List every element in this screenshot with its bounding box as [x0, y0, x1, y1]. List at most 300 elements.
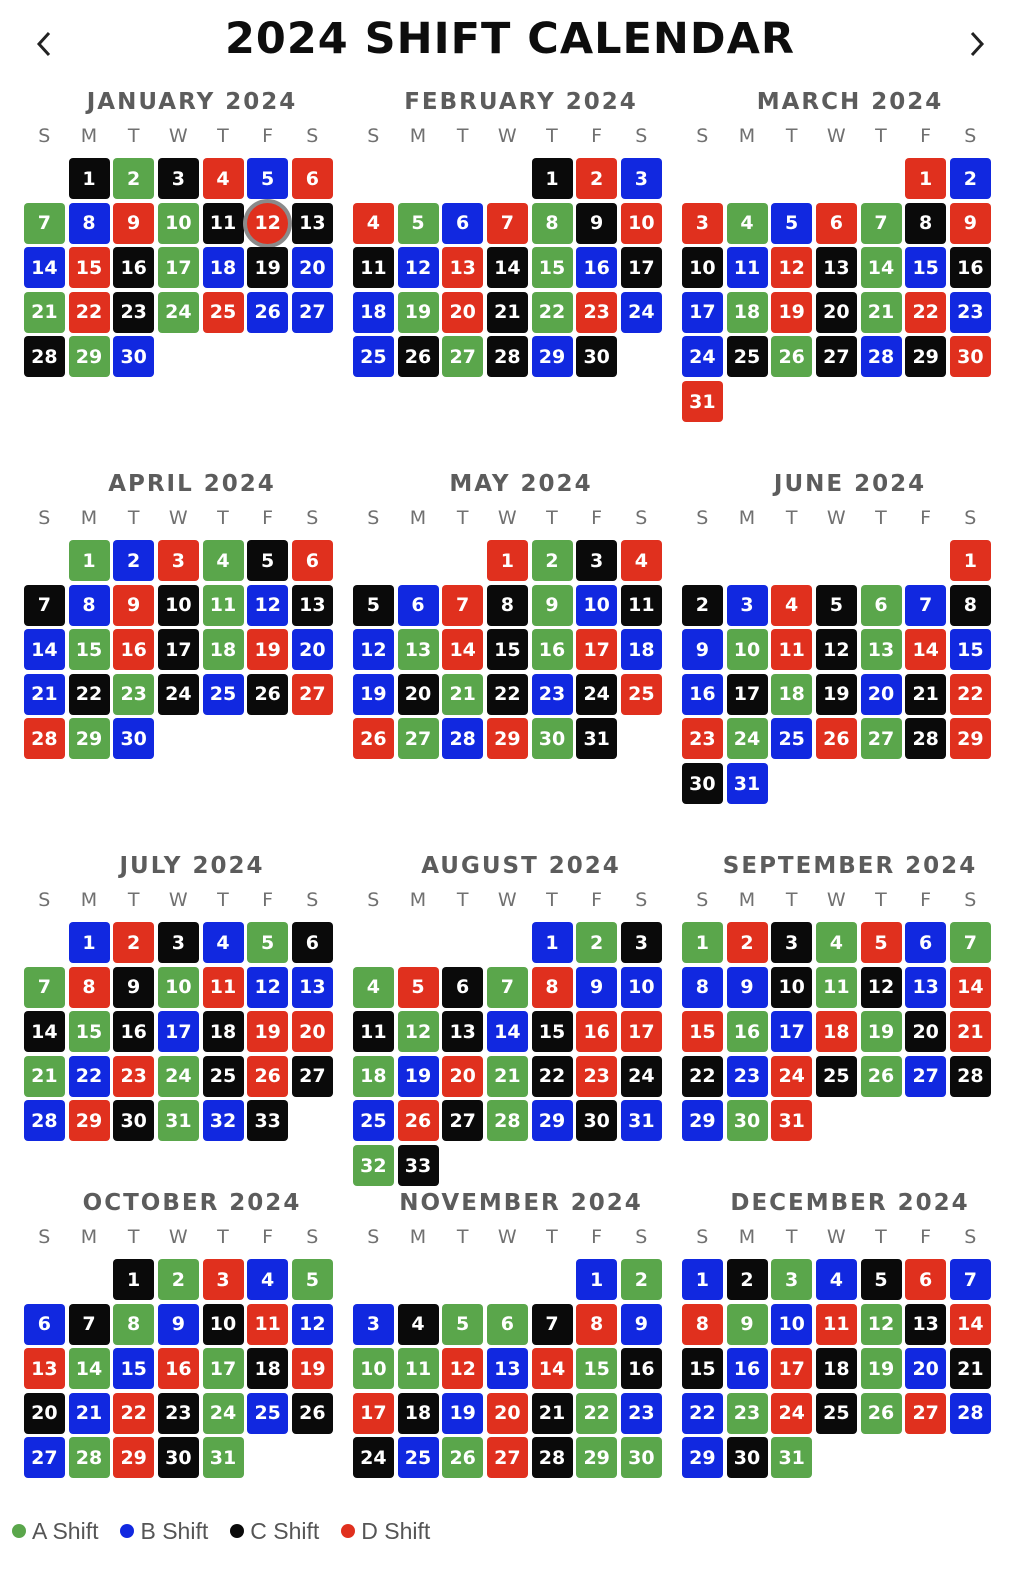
- day-cell[interactable]: 19: [861, 1011, 902, 1052]
- day-cell[interactable]: 9: [158, 1304, 199, 1345]
- day-cell[interactable]: 18: [203, 629, 244, 670]
- day-cell[interactable]: 4: [353, 203, 394, 244]
- day-cell[interactable]: 27: [905, 1056, 946, 1097]
- day-cell[interactable]: 26: [442, 1437, 483, 1478]
- day-cell[interactable]: 28: [69, 1437, 110, 1478]
- day-cell[interactable]: 19: [247, 1011, 288, 1052]
- day-cell[interactable]: 5: [292, 1259, 333, 1300]
- day-cell[interactable]: 26: [247, 1056, 288, 1097]
- day-cell[interactable]: 11: [203, 203, 244, 244]
- day-cell[interactable]: 19: [398, 292, 439, 333]
- day-cell[interactable]: 16: [113, 1011, 154, 1052]
- day-cell[interactable]: 2: [682, 585, 723, 626]
- day-cell[interactable]: 9: [576, 203, 617, 244]
- day-cell[interactable]: 2: [158, 1259, 199, 1300]
- day-cell[interactable]: 21: [487, 1056, 528, 1097]
- day-cell[interactable]: 6: [816, 203, 857, 244]
- day-cell[interactable]: 10: [158, 203, 199, 244]
- day-cell[interactable]: 30: [727, 1437, 768, 1478]
- day-cell[interactable]: 24: [203, 1393, 244, 1434]
- day-cell[interactable]: 1: [69, 922, 110, 963]
- day-cell[interactable]: 22: [905, 292, 946, 333]
- day-cell[interactable]: 25: [727, 336, 768, 377]
- day-cell[interactable]: 8: [487, 585, 528, 626]
- day-cell[interactable]: 20: [442, 1056, 483, 1097]
- day-cell[interactable]: 21: [442, 674, 483, 715]
- day-cell[interactable]: 19: [247, 247, 288, 288]
- day-cell[interactable]: 23: [158, 1393, 199, 1434]
- day-cell[interactable]: 9: [950, 203, 991, 244]
- day-cell[interactable]: 17: [621, 247, 662, 288]
- day-cell[interactable]: 2: [113, 158, 154, 199]
- day-cell[interactable]: 14: [861, 247, 902, 288]
- day-cell[interactable]: 25: [203, 292, 244, 333]
- day-cell[interactable]: 14: [950, 1304, 991, 1345]
- day-cell[interactable]: 33: [247, 1100, 288, 1141]
- day-cell[interactable]: 21: [487, 292, 528, 333]
- day-cell[interactable]: 17: [353, 1393, 394, 1434]
- day-cell[interactable]: 28: [905, 718, 946, 759]
- day-cell[interactable]: 27: [398, 718, 439, 759]
- day-cell[interactable]: 12: [442, 1348, 483, 1389]
- day-cell[interactable]: 12: [861, 1304, 902, 1345]
- day-cell[interactable]: 16: [950, 247, 991, 288]
- day-cell[interactable]: 7: [24, 585, 65, 626]
- day-cell[interactable]: 31: [771, 1100, 812, 1141]
- day-cell[interactable]: 18: [727, 292, 768, 333]
- day-cell[interactable]: 19: [771, 292, 812, 333]
- day-cell[interactable]: 23: [113, 292, 154, 333]
- day-cell[interactable]: 16: [158, 1348, 199, 1389]
- day-cell[interactable]: 18: [816, 1011, 857, 1052]
- day-cell[interactable]: 31: [727, 763, 768, 804]
- day-cell[interactable]: 8: [576, 1304, 617, 1345]
- day-cell[interactable]: 16: [576, 1011, 617, 1052]
- day-cell[interactable]: 31: [682, 381, 723, 422]
- day-cell[interactable]: 17: [682, 292, 723, 333]
- day-cell[interactable]: 30: [576, 1100, 617, 1141]
- day-cell[interactable]: 16: [113, 247, 154, 288]
- day-cell[interactable]: 7: [905, 585, 946, 626]
- day-cell[interactable]: 24: [353, 1437, 394, 1478]
- day-cell[interactable]: 10: [576, 585, 617, 626]
- day-cell[interactable]: 31: [203, 1437, 244, 1478]
- day-cell[interactable]: 19: [247, 629, 288, 670]
- day-cell[interactable]: 4: [771, 585, 812, 626]
- day-cell[interactable]: 21: [905, 674, 946, 715]
- day-cell[interactable]: 30: [576, 336, 617, 377]
- day-cell[interactable]: 22: [69, 292, 110, 333]
- day-cell[interactable]: 10: [682, 247, 723, 288]
- day-cell[interactable]: 21: [950, 1011, 991, 1052]
- day-cell[interactable]: 14: [24, 629, 65, 670]
- day-cell[interactable]: 8: [69, 203, 110, 244]
- day-cell[interactable]: 1: [950, 540, 991, 581]
- day-cell[interactable]: 10: [771, 1304, 812, 1345]
- day-cell[interactable]: 29: [682, 1100, 723, 1141]
- day-cell[interactable]: 16: [576, 247, 617, 288]
- day-cell[interactable]: 25: [247, 1393, 288, 1434]
- day-cell[interactable]: 30: [621, 1437, 662, 1478]
- day-cell[interactable]: 30: [113, 1100, 154, 1141]
- day-cell[interactable]: 15: [487, 629, 528, 670]
- day-cell[interactable]: 22: [682, 1056, 723, 1097]
- day-cell[interactable]: 11: [771, 629, 812, 670]
- day-cell[interactable]: 20: [24, 1393, 65, 1434]
- day-cell[interactable]: 15: [682, 1011, 723, 1052]
- day-cell[interactable]: 9: [576, 967, 617, 1008]
- day-cell[interactable]: 6: [398, 585, 439, 626]
- day-cell[interactable]: 24: [158, 292, 199, 333]
- day-cell[interactable]: 25: [816, 1056, 857, 1097]
- day-cell[interactable]: 9: [727, 1304, 768, 1345]
- day-cell[interactable]: 19: [353, 674, 394, 715]
- day-cell[interactable]: 4: [398, 1304, 439, 1345]
- day-cell[interactable]: 31: [621, 1100, 662, 1141]
- day-cell[interactable]: 5: [247, 540, 288, 581]
- day-cell[interactable]: 5: [816, 585, 857, 626]
- day-cell[interactable]: 4: [203, 158, 244, 199]
- day-cell[interactable]: 23: [950, 292, 991, 333]
- day-cell[interactable]: 12: [771, 247, 812, 288]
- day-cell[interactable]: 16: [727, 1011, 768, 1052]
- day-cell[interactable]: 5: [442, 1304, 483, 1345]
- day-cell[interactable]: 6: [487, 1304, 528, 1345]
- day-cell[interactable]: 21: [69, 1393, 110, 1434]
- day-cell[interactable]: 15: [532, 247, 573, 288]
- day-cell[interactable]: 1: [576, 1259, 617, 1300]
- day-cell[interactable]: 27: [442, 336, 483, 377]
- day-cell[interactable]: 7: [24, 967, 65, 1008]
- day-cell[interactable]: 22: [532, 1056, 573, 1097]
- day-cell[interactable]: 18: [353, 1056, 394, 1097]
- day-cell[interactable]: 18: [203, 247, 244, 288]
- day-cell[interactable]: 20: [861, 674, 902, 715]
- day-cell[interactable]: 24: [621, 1056, 662, 1097]
- day-cell[interactable]: 25: [771, 718, 812, 759]
- day-cell[interactable]: 6: [292, 540, 333, 581]
- day-cell[interactable]: 9: [682, 629, 723, 670]
- day-cell[interactable]: 1: [532, 922, 573, 963]
- day-cell[interactable]: 18: [621, 629, 662, 670]
- day-cell[interactable]: 4: [203, 540, 244, 581]
- day-cell[interactable]: 24: [158, 1056, 199, 1097]
- day-cell[interactable]: 7: [487, 203, 528, 244]
- day-cell[interactable]: 11: [816, 1304, 857, 1345]
- day-cell[interactable]: 16: [532, 629, 573, 670]
- day-cell[interactable]: 25: [203, 674, 244, 715]
- day-cell[interactable]: 18: [353, 292, 394, 333]
- day-cell[interactable]: 13: [442, 1011, 483, 1052]
- day-cell[interactable]: 1: [682, 922, 723, 963]
- day-cell[interactable]: 28: [950, 1393, 991, 1434]
- day-cell[interactable]: 7: [950, 1259, 991, 1300]
- day-cell[interactable]: 11: [621, 585, 662, 626]
- day-cell[interactable]: 3: [158, 158, 199, 199]
- day-cell[interactable]: 19: [442, 1393, 483, 1434]
- day-cell[interactable]: 29: [682, 1437, 723, 1478]
- day-cell[interactable]: 26: [247, 292, 288, 333]
- day-cell[interactable]: 20: [398, 674, 439, 715]
- day-cell[interactable]: 29: [69, 718, 110, 759]
- day-cell[interactable]: 14: [487, 1011, 528, 1052]
- day-cell[interactable]: 28: [442, 718, 483, 759]
- day-cell[interactable]: 27: [292, 292, 333, 333]
- day-cell[interactable]: 6: [861, 585, 902, 626]
- day-cell[interactable]: 5: [771, 203, 812, 244]
- day-cell[interactable]: 7: [69, 1304, 110, 1345]
- day-cell[interactable]: 11: [816, 967, 857, 1008]
- day-cell[interactable]: 25: [398, 1437, 439, 1478]
- day-cell[interactable]: 11: [203, 585, 244, 626]
- day-cell[interactable]: 25: [353, 336, 394, 377]
- day-cell[interactable]: 11: [353, 1011, 394, 1052]
- day-cell[interactable]: 7: [24, 203, 65, 244]
- day-cell[interactable]: 4: [353, 967, 394, 1008]
- day-cell[interactable]: 5: [247, 922, 288, 963]
- day-cell[interactable]: 30: [158, 1437, 199, 1478]
- day-cell[interactable]: 10: [621, 203, 662, 244]
- day-cell[interactable]: 1: [532, 158, 573, 199]
- day-cell[interactable]: 28: [861, 336, 902, 377]
- day-cell[interactable]: 28: [24, 336, 65, 377]
- day-cell[interactable]: 1: [113, 1259, 154, 1300]
- day-cell[interactable]: 33: [398, 1145, 439, 1186]
- day-cell[interactable]: 3: [158, 540, 199, 581]
- day-cell[interactable]: 1: [682, 1259, 723, 1300]
- day-cell[interactable]: 3: [576, 540, 617, 581]
- day-cell[interactable]: 27: [442, 1100, 483, 1141]
- day-cell[interactable]: 26: [398, 336, 439, 377]
- day-cell[interactable]: 23: [621, 1393, 662, 1434]
- day-cell[interactable]: 10: [353, 1348, 394, 1389]
- day-cell[interactable]: 22: [487, 674, 528, 715]
- day-cell[interactable]: 18: [203, 1011, 244, 1052]
- day-cell[interactable]: 8: [682, 1304, 723, 1345]
- day-cell-today[interactable]: 12: [247, 203, 288, 244]
- day-cell[interactable]: 30: [113, 718, 154, 759]
- day-cell[interactable]: 9: [113, 967, 154, 1008]
- day-cell[interactable]: 8: [532, 967, 573, 1008]
- day-cell[interactable]: 12: [861, 967, 902, 1008]
- day-cell[interactable]: 13: [292, 585, 333, 626]
- day-cell[interactable]: 23: [113, 674, 154, 715]
- day-cell[interactable]: 24: [682, 336, 723, 377]
- day-cell[interactable]: 25: [203, 1056, 244, 1097]
- day-cell[interactable]: 28: [24, 718, 65, 759]
- day-cell[interactable]: 13: [816, 247, 857, 288]
- day-cell[interactable]: 26: [816, 718, 857, 759]
- day-cell[interactable]: 11: [353, 247, 394, 288]
- day-cell[interactable]: 15: [113, 1348, 154, 1389]
- day-cell[interactable]: 14: [24, 1011, 65, 1052]
- day-cell[interactable]: 13: [905, 1304, 946, 1345]
- day-cell[interactable]: 1: [69, 158, 110, 199]
- day-cell[interactable]: 5: [398, 967, 439, 1008]
- day-cell[interactable]: 6: [442, 967, 483, 1008]
- day-cell[interactable]: 12: [353, 629, 394, 670]
- day-cell[interactable]: 21: [950, 1348, 991, 1389]
- day-cell[interactable]: 9: [113, 203, 154, 244]
- day-cell[interactable]: 28: [487, 336, 528, 377]
- day-cell[interactable]: 29: [69, 1100, 110, 1141]
- day-cell[interactable]: 4: [727, 203, 768, 244]
- day-cell[interactable]: 20: [487, 1393, 528, 1434]
- day-cell[interactable]: 2: [113, 540, 154, 581]
- day-cell[interactable]: 2: [532, 540, 573, 581]
- day-cell[interactable]: 13: [861, 629, 902, 670]
- day-cell[interactable]: 23: [576, 1056, 617, 1097]
- day-cell[interactable]: 22: [532, 292, 573, 333]
- day-cell[interactable]: 10: [203, 1304, 244, 1345]
- day-cell[interactable]: 13: [292, 967, 333, 1008]
- day-cell[interactable]: 17: [158, 247, 199, 288]
- day-cell[interactable]: 12: [398, 1011, 439, 1052]
- day-cell[interactable]: 20: [292, 1011, 333, 1052]
- day-cell[interactable]: 6: [292, 158, 333, 199]
- day-cell[interactable]: 6: [24, 1304, 65, 1345]
- day-cell[interactable]: 17: [158, 1011, 199, 1052]
- day-cell[interactable]: 17: [576, 629, 617, 670]
- day-cell[interactable]: 5: [398, 203, 439, 244]
- day-cell[interactable]: 28: [24, 1100, 65, 1141]
- day-cell[interactable]: 21: [24, 1056, 65, 1097]
- day-cell[interactable]: 3: [682, 203, 723, 244]
- day-cell[interactable]: 10: [158, 585, 199, 626]
- day-cell[interactable]: 11: [727, 247, 768, 288]
- day-cell[interactable]: 14: [442, 629, 483, 670]
- day-cell[interactable]: 17: [621, 1011, 662, 1052]
- day-cell[interactable]: 26: [247, 674, 288, 715]
- day-cell[interactable]: 15: [69, 1011, 110, 1052]
- day-cell[interactable]: 28: [950, 1056, 991, 1097]
- day-cell[interactable]: 14: [24, 247, 65, 288]
- day-cell[interactable]: 10: [771, 967, 812, 1008]
- day-cell[interactable]: 15: [905, 247, 946, 288]
- day-cell[interactable]: 5: [861, 1259, 902, 1300]
- day-cell[interactable]: 21: [532, 1393, 573, 1434]
- day-cell[interactable]: 25: [621, 674, 662, 715]
- day-cell[interactable]: 11: [398, 1348, 439, 1389]
- chevron-right-icon[interactable]: [957, 24, 997, 64]
- day-cell[interactable]: 8: [69, 585, 110, 626]
- day-cell[interactable]: 28: [487, 1100, 528, 1141]
- day-cell[interactable]: 18: [816, 1348, 857, 1389]
- day-cell[interactable]: 14: [905, 629, 946, 670]
- day-cell[interactable]: 14: [532, 1348, 573, 1389]
- day-cell[interactable]: 30: [113, 336, 154, 377]
- day-cell[interactable]: 31: [771, 1437, 812, 1478]
- day-cell[interactable]: 16: [727, 1348, 768, 1389]
- day-cell[interactable]: 17: [727, 674, 768, 715]
- day-cell[interactable]: 25: [816, 1393, 857, 1434]
- day-cell[interactable]: 26: [861, 1056, 902, 1097]
- day-cell[interactable]: 30: [532, 718, 573, 759]
- day-cell[interactable]: 18: [771, 674, 812, 715]
- day-cell[interactable]: 7: [950, 922, 991, 963]
- day-cell[interactable]: 12: [247, 967, 288, 1008]
- day-cell[interactable]: 15: [682, 1348, 723, 1389]
- day-cell[interactable]: 14: [950, 967, 991, 1008]
- day-cell[interactable]: 17: [158, 629, 199, 670]
- day-cell[interactable]: 7: [442, 585, 483, 626]
- day-cell[interactable]: 32: [353, 1145, 394, 1186]
- day-cell[interactable]: 5: [861, 922, 902, 963]
- day-cell[interactable]: 4: [621, 540, 662, 581]
- day-cell[interactable]: 27: [24, 1437, 65, 1478]
- day-cell[interactable]: 2: [727, 1259, 768, 1300]
- day-cell[interactable]: 4: [816, 1259, 857, 1300]
- day-cell[interactable]: 24: [621, 292, 662, 333]
- day-cell[interactable]: 18: [247, 1348, 288, 1389]
- day-cell[interactable]: 8: [532, 203, 573, 244]
- day-cell[interactable]: 5: [353, 585, 394, 626]
- day-cell[interactable]: 29: [532, 1100, 573, 1141]
- day-cell[interactable]: 15: [69, 629, 110, 670]
- day-cell[interactable]: 19: [816, 674, 857, 715]
- day-cell[interactable]: 3: [621, 922, 662, 963]
- day-cell[interactable]: 19: [398, 1056, 439, 1097]
- day-cell[interactable]: 8: [682, 967, 723, 1008]
- day-cell[interactable]: 19: [292, 1348, 333, 1389]
- day-cell[interactable]: 17: [771, 1348, 812, 1389]
- day-cell[interactable]: 2: [950, 158, 991, 199]
- day-cell[interactable]: 15: [69, 247, 110, 288]
- day-cell[interactable]: 30: [950, 336, 991, 377]
- day-cell[interactable]: 2: [727, 922, 768, 963]
- day-cell[interactable]: 26: [861, 1393, 902, 1434]
- day-cell[interactable]: 2: [576, 158, 617, 199]
- day-cell[interactable]: 12: [398, 247, 439, 288]
- day-cell[interactable]: 26: [398, 1100, 439, 1141]
- day-cell[interactable]: 6: [292, 922, 333, 963]
- day-cell[interactable]: 3: [203, 1259, 244, 1300]
- day-cell[interactable]: 27: [905, 1393, 946, 1434]
- day-cell[interactable]: 13: [442, 247, 483, 288]
- day-cell[interactable]: 8: [905, 203, 946, 244]
- day-cell[interactable]: 11: [247, 1304, 288, 1345]
- day-cell[interactable]: 20: [816, 292, 857, 333]
- day-cell[interactable]: 21: [24, 674, 65, 715]
- day-cell[interactable]: 24: [771, 1056, 812, 1097]
- day-cell[interactable]: 13: [487, 1348, 528, 1389]
- day-cell[interactable]: 3: [771, 1259, 812, 1300]
- day-cell[interactable]: 2: [576, 922, 617, 963]
- day-cell[interactable]: 20: [292, 247, 333, 288]
- day-cell[interactable]: 21: [861, 292, 902, 333]
- day-cell[interactable]: 3: [771, 922, 812, 963]
- day-cell[interactable]: 17: [771, 1011, 812, 1052]
- day-cell[interactable]: 20: [292, 629, 333, 670]
- day-cell[interactable]: 27: [816, 336, 857, 377]
- day-cell[interactable]: 22: [682, 1393, 723, 1434]
- day-cell[interactable]: 17: [203, 1348, 244, 1389]
- day-cell[interactable]: 30: [727, 1100, 768, 1141]
- day-cell[interactable]: 15: [576, 1348, 617, 1389]
- day-cell[interactable]: 31: [158, 1100, 199, 1141]
- day-cell[interactable]: 29: [905, 336, 946, 377]
- day-cell[interactable]: 32: [203, 1100, 244, 1141]
- day-cell[interactable]: 15: [532, 1011, 573, 1052]
- day-cell[interactable]: 29: [532, 336, 573, 377]
- day-cell[interactable]: 9: [621, 1304, 662, 1345]
- day-cell[interactable]: 22: [69, 674, 110, 715]
- day-cell[interactable]: 20: [905, 1348, 946, 1389]
- day-cell[interactable]: 7: [487, 967, 528, 1008]
- day-cell[interactable]: 23: [113, 1056, 154, 1097]
- day-cell[interactable]: 29: [113, 1437, 154, 1478]
- day-cell[interactable]: 23: [727, 1393, 768, 1434]
